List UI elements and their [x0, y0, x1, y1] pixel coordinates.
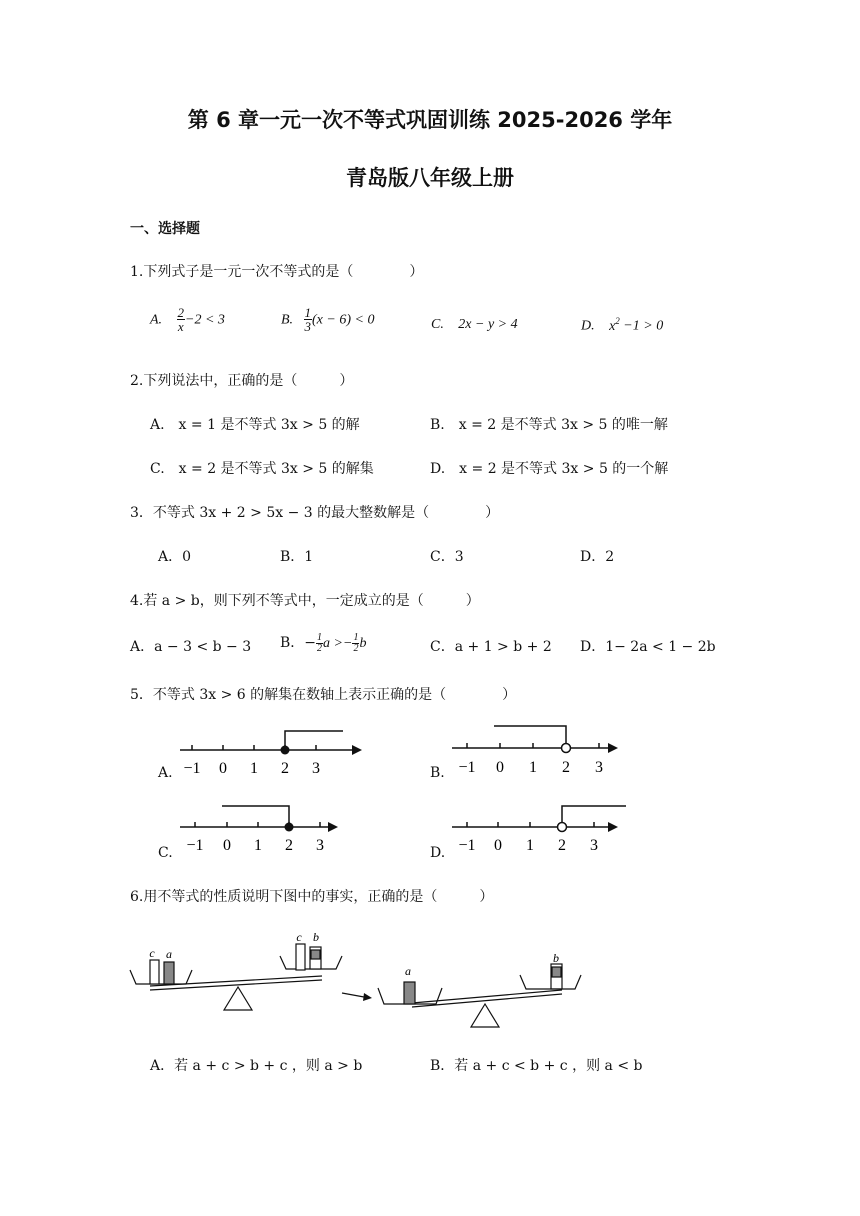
weight-label: b — [313, 930, 319, 944]
q1-option-c: C. 2x − y > 4 — [431, 317, 518, 332]
q4-stem: 4.若 a > b，则下列不等式中，一定成立的是（ ） — [130, 593, 480, 609]
tick-label: 1 — [250, 760, 258, 777]
number-line-b — [452, 726, 618, 776]
page-title-line1: 第 6 章一元一次不等式巩固训练 2025-2026 学年 — [187, 108, 673, 132]
q3-option-a: A．0 — [158, 549, 192, 565]
q1-option-b: B. $\frac{1}{3}$ (x − 6) < 0 — [281, 305, 375, 334]
number-line-a — [180, 731, 362, 777]
q2-option-b: B. x = 2 是不等式 3x > 5 的唯一解 — [430, 417, 668, 433]
q4-option-d: D．1− 2a < 1 − 2b — [580, 639, 716, 655]
tick-label: −1 — [458, 837, 476, 854]
tick-label: 1 — [526, 837, 534, 854]
tick-label: 2 — [281, 760, 289, 777]
q3-option-c: C．3 — [430, 549, 464, 565]
q4-option-a: A．a − 3 < b − 3 — [130, 639, 252, 655]
tick-label: 0 — [219, 760, 227, 777]
tick-label: −1 — [186, 837, 204, 854]
q4-option-b: B．− $\frac{1}{2}$ a >− $\frac{1}{2}$ b — [280, 631, 367, 654]
weight-label: a — [405, 964, 411, 978]
q5-label-c: C. — [158, 845, 173, 861]
tick-label: 0 — [496, 759, 504, 776]
tick-label: 0 — [494, 837, 502, 854]
tick-label: 1 — [529, 759, 537, 776]
tick-label: 3 — [595, 759, 603, 776]
q1-stem: 1.下列式子是一元一次不等式的是（ ） — [130, 264, 424, 280]
weight-label: a — [166, 947, 172, 961]
tick-label: 3 — [312, 760, 320, 777]
q2-option-d: D. x = 2 是不等式 3x > 5 的一个解 — [430, 461, 669, 477]
q2-stem: 2.下列说法中，正确的是（ ） — [130, 373, 354, 389]
q2-option-a: A. x = 1 是不等式 3x > 5 的解 — [150, 417, 360, 433]
q5-label-d: D. — [430, 845, 446, 861]
q1-option-a: A. $\frac{2}{x}$ −2 < 3 — [150, 305, 225, 334]
weight-label: b — [553, 951, 559, 965]
q3-option-d: D．2 — [580, 549, 615, 565]
tick-label: 2 — [558, 837, 566, 854]
q5-stem: 5．不等式 3x > 6 的解集在数轴上表示正确的是（ ） — [130, 687, 517, 703]
tick-label: 1 — [254, 837, 262, 854]
q2-option-c: C. x = 2 是不等式 3x > 5 的解集 — [150, 461, 374, 477]
tick-label: 2 — [562, 759, 570, 776]
q3-stem: 3．不等式 3x + 2 > 5x − 3 的最大整数解是（ ） — [130, 505, 500, 521]
q4-option-c: C．a + 1 > b + 2 — [430, 639, 552, 655]
tick-label: 2 — [285, 837, 293, 854]
q6-option-a: A．若 a + c > b + c ，则 a > b — [150, 1058, 363, 1074]
tick-label: −1 — [458, 759, 476, 776]
weight-label: c — [296, 930, 302, 944]
q1-option-d: D. $x^2 -1 > 0$ — [581, 316, 664, 334]
q5-label-b: B. — [430, 765, 445, 781]
tick-label: 0 — [223, 837, 231, 854]
q6-option-b: B．若 a + c < b + c ，则 a < b — [430, 1058, 643, 1074]
q6-seesaw-left — [130, 944, 342, 1010]
number-line-c — [180, 806, 338, 854]
section-heading: 一、选择题 — [130, 221, 200, 237]
weight-label: c — [149, 946, 155, 960]
number-line-d — [452, 806, 626, 854]
q3-option-b: B．1 — [280, 549, 314, 565]
tick-label: 3 — [316, 837, 324, 854]
tick-label: 3 — [590, 837, 598, 854]
q5-label-a: A. — [158, 765, 173, 781]
tick-label: −1 — [183, 760, 201, 777]
q6-stem: 6.用不等式的性质说明下图中的事实，正确的是（ ） — [130, 889, 494, 905]
arrow-icon — [342, 993, 372, 1001]
page-title-line2: 青岛版八年级上册 — [346, 166, 514, 190]
